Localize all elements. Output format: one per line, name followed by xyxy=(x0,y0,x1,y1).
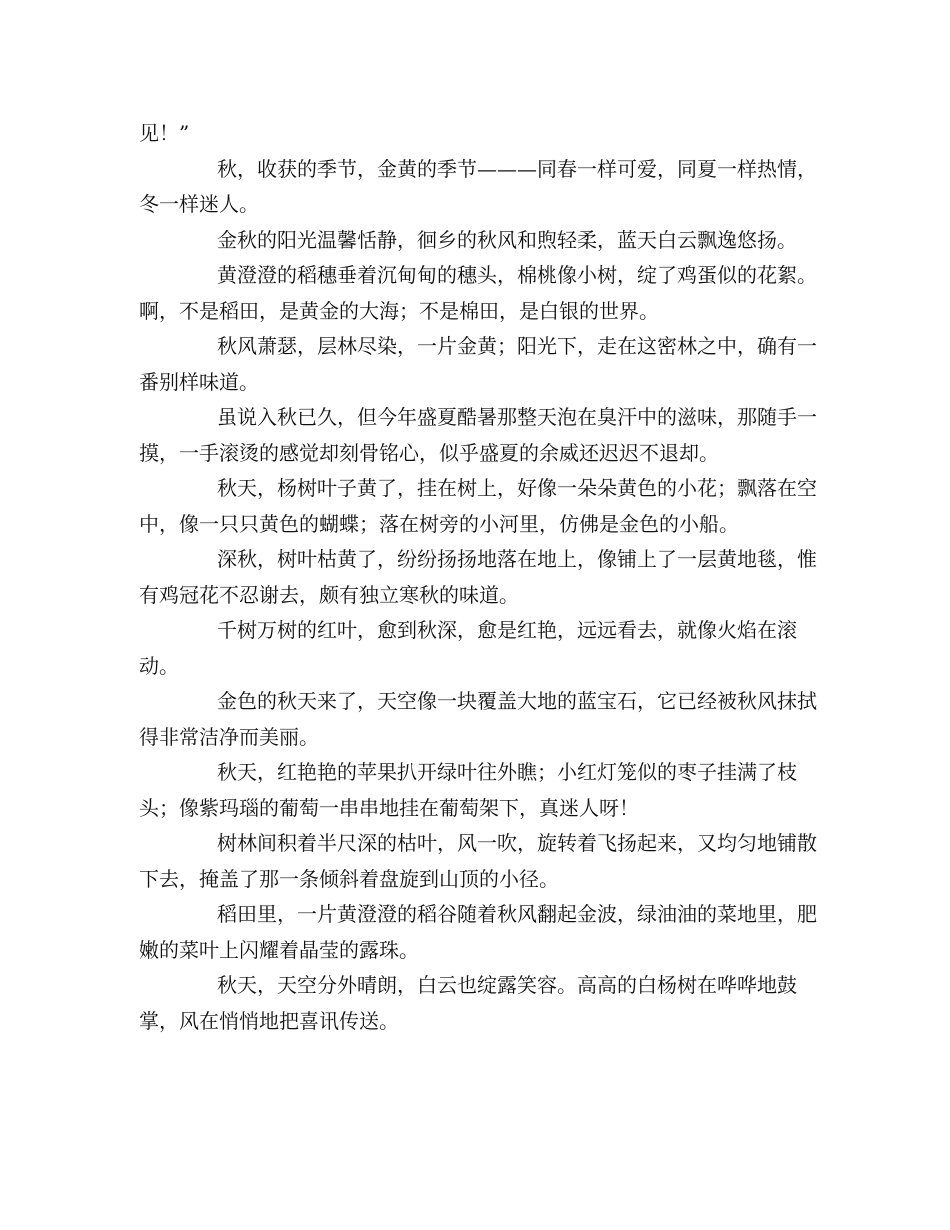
paragraph-10: 金色的秋天来了，天空像一块覆盖大地的蓝宝石，它已经被秋风抹拭得非常洁净而美丽。 xyxy=(139,689,817,749)
paragraph-6: 虽说入秋已久，但今年盛夏酷暑那整天泡在臭汗中的滋味，那随手一摸，一手滚烫的感觉却刻骨铭心，似乎盛夏的余威还迟迟不退却。 xyxy=(139,405,817,465)
paragraph-8: 深秋，树叶枯黄了，纷纷扬扬地落在地上，像铺上了一层黄地毯，惟有鸡冠花不忍谢去，颇有独立寒秋的味道。 xyxy=(139,547,817,607)
paragraph-4: 黄澄澄的稻穗垂着沉甸甸的穗头，棉桃像小树，绽了鸡蛋似的花絮。啊，不是稻田，是黄金的大海；不是棉田，是白银的世界。 xyxy=(139,263,817,323)
paragraph-7: 秋天，杨树叶子黄了，挂在树上，好像一朵朵黄色的小花；飘落在空中，像一只只黄色的蝴蝶；落在树旁的小河里，仿佛是金色的小船。 xyxy=(139,476,817,536)
paragraph-11: 秋天，红艳艳的苹果扒开绿叶往外瞧；小红灯笼似的枣子挂满了枝头；像紫玛瑙的葡萄一串串地挂在葡萄架下，真迷人呀！ xyxy=(139,760,797,820)
paragraph-9: 千树万树的红叶，愈到秋深，愈是红艳，远远看去，就像火焰在滚动。 xyxy=(139,618,797,678)
paragraph-3: 金秋的阳光温馨恬静，徊乡的秋风和煦轻柔，蓝天白云飘逸悠扬。 xyxy=(217,227,797,252)
paragraph-13: 稻田里，一片黄澄澄的稻谷随着秋风翻起金波，绿油油的菜地里，肥嫩的菜叶上闪耀着晶莹的露珠。 xyxy=(139,902,817,962)
paragraph-12: 树林间积着半尺深的枯叶，风一吹，旋转着飞扬起来，又均匀地铺散下去，掩盖了那一条倾斜着盘旋到山顶的小径。 xyxy=(139,831,817,891)
paragraph-14: 秋天，天空分外晴朗，白云也绽露笑容。高高的白杨树在哗哗地鼓掌，风在悄悄地把喜讯传送。 xyxy=(139,973,797,1033)
paragraph-5: 秋风萧瑟，层林尽染，一片金黄；阳光下，走在这密林之中，确有一番别样味道。 xyxy=(139,334,817,394)
paragraph-1: 见！” xyxy=(139,121,190,145)
document-body xyxy=(139,116,819,1039)
paragraph-2: 秋，收获的季节，金黄的季节———同春一样可爱，同夏一样热情，冬一样迷人。 xyxy=(139,156,817,216)
